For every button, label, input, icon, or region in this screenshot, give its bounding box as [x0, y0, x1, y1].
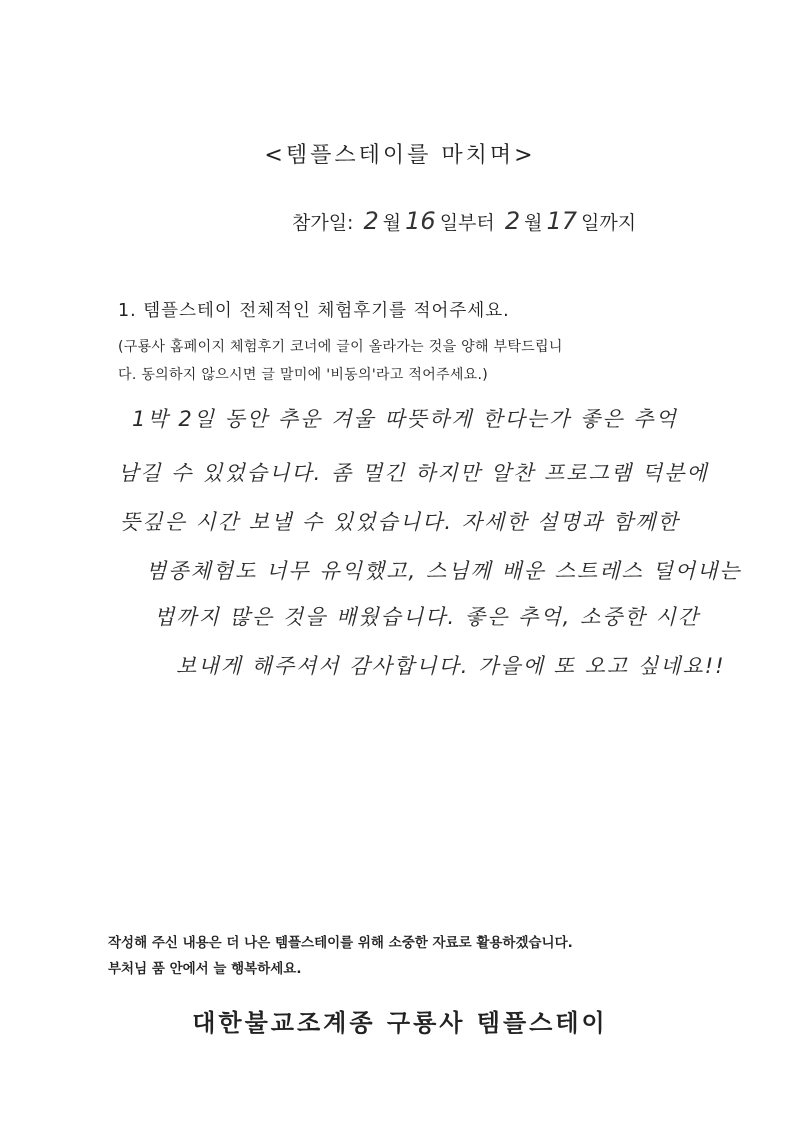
question-heading: 1. 템플스테이 전체적인 체험후기를 적어주세요. — [118, 301, 510, 321]
answer-line: 뜻깊은 시간 보낼 수 있었습니다. 자세한 설명과 함께한 — [120, 510, 680, 534]
start-month-handwritten: 2 — [363, 207, 379, 235]
month-unit-start: 월 — [382, 212, 402, 234]
question-note-line: (구룡사 홈페이지 체험후기 코너에 글이 올라가는 것을 양해 부탁드립니 — [118, 339, 563, 355]
participation-dates — [292, 207, 636, 235]
question-note-line: 다. 동의하지 않으시면 글 말미에 '비동의'라고 적어주세요.) — [118, 367, 489, 383]
question-note — [118, 333, 693, 389]
to-text: 일까지 — [581, 212, 637, 234]
from-text: 일부터 — [439, 212, 495, 234]
answer-line: 1박 2일 동안 추운 겨울 따뜻하게 한다는가 좋은 추억 — [132, 407, 678, 431]
answer-line: 법까지 많은 것을 배웠습니다. 좋은 추억, 소중한 시간 — [154, 605, 701, 629]
answer-line: 보내게 해주셔서 감사합니다. 가을에 또 오고 싶네요!! — [176, 654, 726, 678]
footer-note — [108, 930, 573, 982]
start-day-handwritten: 16 — [405, 207, 436, 235]
answer-line: 범종체험도 너무 유익했고, 스님께 배운 스트레스 덜어내는 — [146, 559, 742, 583]
footer-note-line: 작성해 주신 내용은 더 나은 템플스테이를 위해 소중한 자료로 활용하겠습니다. — [108, 935, 573, 951]
footer-note-line: 부처님 품 안에서 늘 행복하세요. — [108, 961, 302, 977]
page-title: <템플스테이를 마치며> — [264, 143, 536, 168]
answer-line: 남길 수 있었습니다. 좀 멀긴 하지만 알찬 프로그램 덕분에 — [118, 461, 709, 485]
organization-name: 대한불교조계종 구룡사 템플스테이 — [192, 1009, 608, 1037]
end-day-handwritten: 17 — [546, 207, 577, 235]
end-month-handwritten: 2 — [504, 207, 521, 235]
month-unit-end: 월 — [524, 212, 543, 234]
participation-label: 참가일: — [292, 212, 354, 234]
